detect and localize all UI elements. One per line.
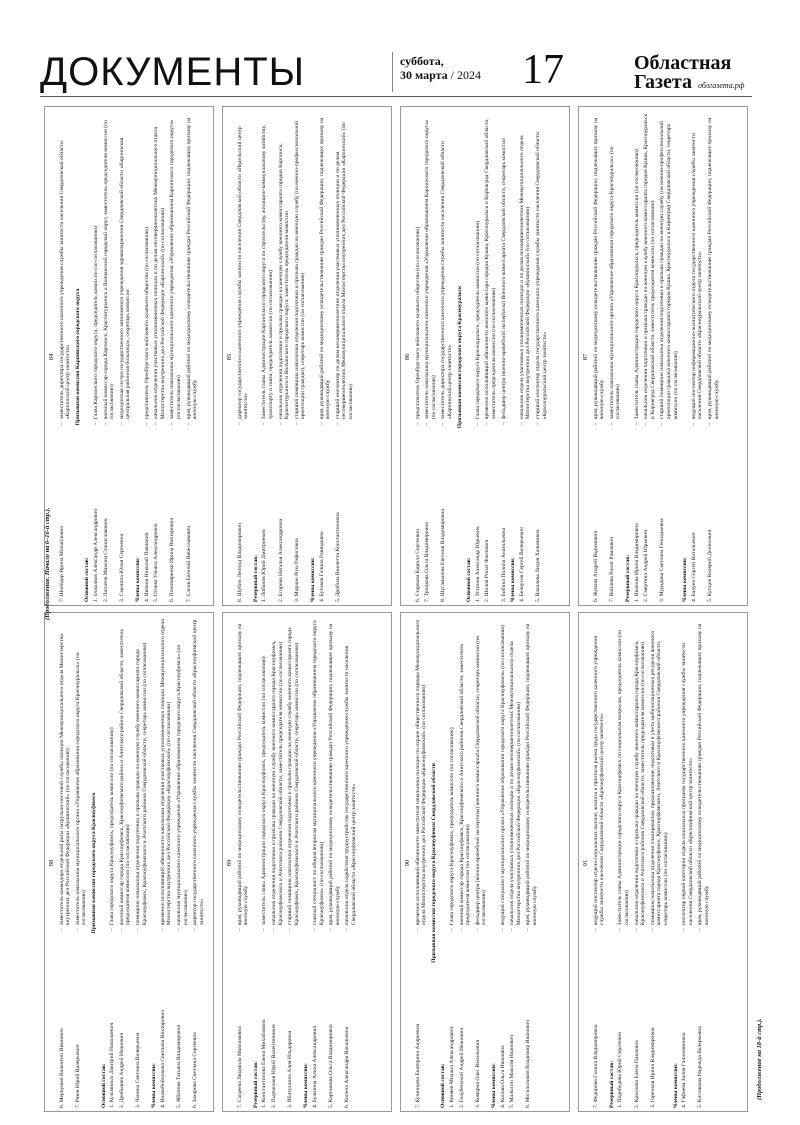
member-role: – Заместитель главы Администрации городского округа Красноуральск, председатель комиссии (по согласованию)	[634, 112, 641, 425]
member-role: – представитель Оренбургского войскового казачьего общества (по согласованию)	[144, 112, 151, 425]
member-name: 1. Устинов Александр Юрьевич	[474, 526, 481, 602]
issue-year: / 2024	[450, 68, 481, 82]
list-item	[109, 618, 116, 1108]
member-role: – начальник муниципального казенного учреждения «Управление образованием городского округа Красноуфимск» (по согласованию)	[176, 618, 189, 931]
list-item	[525, 618, 538, 1108]
document-column-90	[400, 612, 570, 1112]
list-item	[344, 618, 357, 1108]
member-name: 4. Волкобойникова Светлана Викторовна	[159, 1010, 166, 1108]
list-item	[192, 618, 205, 1108]
member-name: 5. Огнева Ульяна Александровна	[153, 523, 160, 602]
member-role: – Глава городского округа Красноуфимск, председатель комиссии (по согласованию)	[449, 618, 456, 931]
member-role: – старший инспектор отдела государственного казенного учреждения службы занятости населения Свердловской области «Красноуральский центр занятости»	[535, 112, 548, 425]
member-name: 2. Голубенский Андрей Иванович	[458, 1027, 465, 1108]
member-name: 3. Смолина Юлия Сергеевна	[118, 533, 125, 602]
column-number: 88	[48, 859, 55, 867]
logo-line-2: Газета	[634, 71, 692, 93]
member-role: – заместитель начальника муниципального казенного учреждения «Управление образованием Карпинского городского округа» (по согласованию)	[424, 112, 437, 425]
list-item	[186, 112, 199, 602]
member-name: 1. Кузьминых Дмитрий Николаевич	[109, 1022, 116, 1108]
member-role: – военный комиссар города Красноуфимск, Красноуфимского и Ачитского районов Свердловской области, заместитель председателя комиссии (по согласованию)	[459, 618, 472, 931]
member-name: 2. Краснова Елена Павловна	[633, 1040, 640, 1108]
list-item	[176, 618, 189, 1108]
member-role: – инспектор первой категории отдела социальных программ государственного казенного учреждения службы занятости населения Свердловской области «Красноуфимский центр занятости»	[681, 618, 694, 931]
masthead	[40, 47, 752, 96]
group-heading: Резервный состав:	[252, 1060, 259, 1108]
list-item	[475, 112, 482, 602]
column-number: 90	[404, 859, 411, 867]
group-heading: Резервный состав:	[252, 554, 259, 602]
list-item	[93, 112, 100, 602]
group-heading: Основной состав:	[100, 1063, 107, 1108]
member-name: 2. Пырченков Юрий Валентинович	[270, 1024, 277, 1108]
list-item	[415, 618, 428, 1108]
list-item	[593, 618, 606, 1108]
column-number: 87	[582, 353, 589, 361]
member-role: – начальник отдела содействия трудоустройству государственного казенного учреждения службы занятости населения Свердловской области «Красноуфимский центр занятости»	[344, 618, 357, 931]
continued-from-note: (Продолжение. Начало на 6–16-й стр.).	[44, 507, 51, 620]
member-name: 3. Горенков Ирина Владимировна	[649, 1027, 656, 1108]
list-item	[459, 618, 472, 1108]
list-item	[509, 618, 522, 1108]
member-role: – начальник отделения подготовки и призыва граждан на военную службу военного комиссариата города Красноуфимск, Красноуфимского и Ачитского районов Свердловской области, заместитель председателя комиссии (по согласованию)	[271, 618, 284, 931]
document-column-85	[222, 106, 392, 606]
member-role: – заместитель начальника муниципального органа «Управление образования городского округа Красноуральск» (по согласованию)	[75, 618, 88, 931]
newspaper-logo	[634, 54, 744, 95]
member-role: – начальник отделения подготовки и призыва граждан на военную службу военного комиссариата городов Карпинск, Краснотурьинск и Волчанского городского округа, заместитель председателя комиссии	[278, 112, 291, 425]
list-item	[617, 618, 630, 1108]
list-item	[328, 618, 341, 1108]
member-role: – врач, руководящий работой по медицинскому освидетельствованию граждан Российской Федерации, подлежащих призыву на военную службу	[186, 112, 199, 425]
member-name: 4. Копова Ольга Ивановна	[499, 1045, 506, 1108]
member-name: 4. Белоусов Сергей Валерьевич	[518, 527, 525, 602]
member-name: 1. Коняев Михаил Александрович	[448, 1026, 455, 1108]
member-role: – начальник отдела участковых уполномоченных полиции и по делам несовершеннолетних Межмуниципального отдела Министерства внутренних дел Российской Федерации «Красноуфимский» (по согласованию)	[509, 618, 522, 931]
list-item	[535, 112, 548, 602]
list-item	[707, 112, 720, 602]
logo-line-1: Областная	[634, 52, 732, 74]
issue-date-text: 30 марта	[400, 68, 448, 82]
document-column-84	[44, 106, 214, 606]
list-item	[593, 112, 606, 602]
member-role: – временно исполняющий обязанности военного комиссара городов Кушва, Красноуральск и Кировград Свердловской области, заместитель председателя комиссии (по согласованию)	[484, 112, 497, 425]
member-role: – медицинская сестра государственного автономного учреждения здравоохранения Свердловской области «Карпинская центральная районная больница», секретарь комиссии	[119, 112, 132, 425]
member-role: – военный комиссар города Красноуфимск, Красноуфимского района и Ачитского района Свердловской области, заместитель председателя комиссии (по согласованию)	[119, 618, 132, 931]
member-name: 7. Кучинцева Екатерина Андреевна	[414, 1023, 421, 1108]
member-name: 2. Шилов Ринат Фаизович	[484, 539, 491, 602]
member-role: – помощник начальника отделения подготовки и призыва граждан на военную службу военного комиссариата города Красноуфимск, Красноуфимского и Ачитского районов Свердловской области, секретарь комиссии (по согласованию)	[135, 618, 148, 931]
continued-to-note: (Продолжение на 18-й стр.).	[756, 1018, 763, 1100]
member-name: 1. Константинова Елена Михайловна	[261, 1019, 268, 1108]
commission-title: Призывная комиссия городского округа Красноуфимск Свердловской области	[430, 763, 437, 963]
list-item	[294, 112, 307, 602]
list-item	[287, 618, 300, 1108]
member-name: 2. Егорова Наталья Александровна	[277, 518, 284, 602]
list-item	[144, 112, 151, 602]
column-number: 91	[582, 859, 589, 867]
group-heading: Члены комиссии:	[672, 1063, 679, 1108]
member-role: – директор государственного казенного учреждения службы занятости населения Свердловской области «Ивдельский центр занятости»	[237, 112, 250, 425]
member-role: – военный комиссар города Карпинск, Краснотурьинск и Волчанский городской округ, заместитель председателя комиссии (по согласованию)	[103, 112, 116, 425]
member-role: – временно исполняющий обязанности заместителя начальника полиции по охране общественного порядка Межмуниципального отдела Министерства внутренних дел Российской Федерации «Красноуфимский» (по согласованию)	[415, 618, 428, 931]
column-number: 84	[48, 353, 55, 361]
section-title: ДОКУМЕНТЫ	[40, 50, 306, 94]
document-grid	[40, 106, 752, 1112]
member-name: 5. Дробиза Виолетта Константиновна	[334, 512, 341, 602]
list-item	[681, 618, 694, 1108]
member-role: – врач, руководящий работой по медицинскому освидетельствованию граждан Российской Федерации, подлежащих призыву на военную службу	[593, 112, 606, 425]
member-role: – начальник отделения участковых уполномоченных полиции и по делам несовершеннолетних Межмуниципального отдела Министерства внутренних дел Российской Федерации «Карпинский» (по согласованию)	[153, 112, 166, 425]
list-item	[319, 112, 332, 602]
document-column-89	[222, 612, 392, 1112]
member-name: 7. Шнейдер Ирина Михайловна	[58, 526, 65, 602]
member-role: – заместитель командира отдельной роты патрульно-постовой службы полиции Межмуниципального отдела Министерства внутренних дел Российской Федерации «Кушвинский» (по согласованию)	[59, 618, 72, 931]
member-role: – Заместитель главы Администрации городского округа Красноуфимск по социальным вопросам, председатель комиссии (по согласованию)	[617, 618, 630, 931]
member-role: – врач, руководящий работой по медицинскому освидетельствованию граждан Российской Федерации, подлежащих призыву на военную службу	[697, 618, 710, 931]
member-role: – представитель Оренбургского войскового казачьего общества (по согласованию)	[415, 112, 422, 425]
member-role: – врач, руководящий работой по медицинскому освидетельствованию граждан Российской Федерации, подлежащих призыву на военную службу	[707, 112, 720, 425]
member-name: 7. Рязев Юрий Валерьевич	[74, 1044, 81, 1108]
list-item	[312, 618, 325, 1108]
member-name: 6. Захарова Светлана Сергеевна	[192, 1032, 199, 1108]
member-role: – помощник начальника отделения планирования, предназначения, подготовки и учета мобилизационных ресурсов военного комиссариата города Красноуфимск, Красноуфимского, Ачитского и Красноуфимского районов Свердловской области, секретарь комиссии (по согласованию)	[650, 618, 670, 931]
list-item	[75, 618, 88, 1108]
list-item	[59, 112, 72, 602]
member-name: 6. Меркушев Валентин Иванович	[58, 1028, 65, 1108]
member-role: – заместитель директора государственного казенного учреждения службы занятости населения Свердловской области «Карпинский центр занятости»	[59, 112, 72, 425]
member-name: 3. Комаров Олег Васильевич	[474, 1039, 481, 1108]
list-item	[449, 618, 456, 1108]
group-heading: Члены комиссии:	[490, 1063, 497, 1108]
commission-title: Призывная комиссия городского округа Красноуфимск	[90, 792, 97, 934]
group-heading: Члены комиссии:	[303, 1063, 310, 1108]
member-role: – врач, руководящий работой по медицинскому освидетельствованию граждан Российской Федерации, подлежащих призыву на военную службу	[319, 112, 332, 425]
member-name: 1. Иванова Ирина Владимировна	[633, 523, 640, 602]
group-heading: Основной состав:	[466, 557, 473, 602]
list-item	[153, 112, 166, 602]
member-role: – заместитель начальника муниципального органа «Управление образования городского округа Красноуральск» (по согласованию)	[609, 112, 622, 425]
list-item	[634, 618, 647, 1108]
member-role: – временно исполняющий обязанности начальника отделения участковых уполномоченных полиции Межмуниципального отдела Министерства внутренних дел Российской Федерации «Красноуфимский» (по согласованию)	[160, 618, 173, 931]
member-name: 3. Мурадова Светлана Геннадьевна	[659, 518, 666, 602]
group-heading: Члены комиссии:	[309, 557, 316, 602]
member-role: – начальник отделения подготовки и призыва граждан на военную службу военного комиссариата города Красноуфимск, Красноуфимского и Ачитского районов Свердловской области, заместитель председателя комиссии (по согласованию)	[634, 618, 647, 931]
document-column-91	[578, 612, 748, 1112]
member-role: – фельдшер центра (военно-врачебной экспертизы) военного комиссариата Свердловской области, секретарь комиссии (по согласованию)	[475, 618, 488, 931]
member-role: – старший помощник начальника отделения подготовки и призыва граждан на военную службу военного комиссариата города Красноуфимск, Красноуфимского и Ачитского районов Свердловской области, секретарь комиссии (по согласованию)	[287, 618, 300, 931]
member-name: 7. Троцкова Ольга Владимировна	[424, 522, 431, 602]
member-name: 6. Жукова Андрей Вадимович	[592, 530, 599, 602]
member-name: 5. Карташова Ольга Владимировна	[328, 1024, 335, 1108]
member-name: 7. Войлова Ринат Рамзович	[608, 537, 615, 602]
list-item	[119, 618, 132, 1108]
member-name: 3. Бобина Полина Анатольевна	[500, 527, 507, 602]
page-number: 17	[522, 47, 564, 93]
member-role: – заместитель главы Администрации городского округа Красноуфимск, председатель комиссии (по согласованию)	[261, 618, 268, 931]
member-name: 2. Дробышев Андрей Иванович	[118, 1032, 125, 1108]
member-role: – ведущий специалист муниципального органа «Управление образования городского округа Красноуфимск» (по согласованию)	[500, 618, 507, 931]
column-number: 89	[226, 859, 233, 867]
member-name: 1. Лобанов Юрий Дмитриевич	[261, 529, 268, 602]
list-item	[261, 112, 274, 602]
member-name: 3. Ибатуллина Алия Ильдаровна	[287, 1030, 294, 1108]
member-role: – старший инспектор по делам несовершеннолетних отделения участковых уполномоченных полиции и по делам несовершеннолетних Межмуниципального отдела Министерства внутренних дел Российской Федерации «Карпинский» (по согласованию)	[335, 112, 355, 425]
member-name: 3. Чанина Светлана Валерьевна	[134, 1032, 141, 1108]
member-role: – врач, руководящий работой по медицинскому освидетельствованию граждан Российской Федерации, подлежащих призыву на военную службу	[328, 618, 341, 931]
list-item	[501, 112, 508, 602]
list-item	[237, 618, 250, 1108]
group-heading: Основной состав:	[440, 1063, 447, 1108]
member-role: – директор государственного казенного учреждения службы занятости населения Свердловской области «Красноуфимский центр занятости»	[192, 618, 205, 931]
list-item	[500, 618, 507, 1108]
list-item	[415, 112, 422, 602]
member-name: 6. Могильников Владимир Иванович	[525, 1019, 532, 1108]
member-name: 1. Осколков Александр Александрович	[92, 508, 99, 602]
member-name: 6. Пономаренко Ирина Викторовна	[169, 518, 176, 602]
column-number: 85	[226, 353, 233, 361]
member-name: 5. Купцов Валерий Денисович	[706, 529, 713, 602]
group-heading: Основной состав:	[84, 557, 91, 602]
member-name: 5. Вахалова Лидия Халимовна	[534, 529, 541, 602]
list-item	[237, 112, 250, 602]
member-name: 4. Иванов Николай Павлович	[143, 532, 150, 602]
list-item	[650, 618, 670, 1108]
group-heading: Резервный состав:	[624, 554, 631, 602]
member-role: – ведущий инспектор информационно-аналитического отдела государственного казенного учреждения службы занятости населения Свердловской области «Красноуральский центр занятости»	[691, 112, 704, 425]
list-item	[271, 618, 284, 1108]
member-name: 4. Бутаков Галина Рашидовна	[318, 531, 325, 602]
list-item	[278, 112, 291, 602]
masthead-divider	[392, 52, 393, 92]
list-item	[169, 112, 182, 602]
list-item	[424, 112, 437, 602]
member-name: 6. Старкова Кирилл Сергеевич	[414, 529, 421, 602]
member-name: 2. Липатов Максим Станиславович	[102, 518, 109, 602]
document-column-88	[44, 612, 214, 1112]
group-heading: Члены комиссии:	[510, 557, 517, 602]
list-item	[59, 618, 72, 1108]
member-role: – врач, руководящий работой по медицинскому освидетельствованию граждан Российской Федерации, подлежащих призыву на военную службу	[525, 618, 538, 931]
member-role: – Глава городского округа Красноуфимск, председатель комиссии (по согласованию)	[109, 618, 116, 931]
member-role: – начальник отдела участковых уполномоченных полиции и по делам несовершеннолетних Межмуниципального отдела Министерства внутренних дел Российской Федерации «Кушвинский» (по согласованию)	[519, 112, 532, 425]
list-item	[634, 112, 641, 602]
member-role: – ведущий инспектор отдела социальных выплат, анализа и прогноза рынка труда государственного казенного учреждения службы занятости населения Свердловской области «Красноуфимский центр занятости»	[593, 618, 606, 931]
list-item	[609, 112, 622, 602]
list-item	[697, 618, 710, 1108]
member-name: 4. Балуев Сергей Витальевич	[690, 532, 697, 602]
member-name: 8. Шугаманова Евгения Владимировна	[440, 509, 447, 602]
group-heading: Члены комиссии:	[682, 557, 689, 602]
list-item	[691, 112, 704, 602]
member-role: – заместитель начальника муниципального казенного учреждения «Управление образованием Карпинского городского округа» (по согласованию)	[169, 112, 182, 425]
member-role: – Заместитель главы Администрации Карпинского городского округа по строительству, жилищно-коммунальному хозяйству, транспорту и связи, председатель комиссии (по согласованию)	[261, 112, 274, 425]
list-item	[519, 112, 532, 602]
member-role: – главный специалист по общим вопросам муниципального казенного учреждения «Управление образованием городского округа Красноуфимск» (по согласованию)	[312, 618, 325, 931]
member-name: 7. Сапов Евгений Вячеславович	[185, 525, 192, 602]
issue-date	[400, 54, 481, 82]
document-column-87	[578, 106, 748, 606]
document-column-86	[400, 106, 570, 606]
member-role: – старший помощник начальника отделения подготовки и призыва граждан на военную службу (по военно-профессиональной ориентации граждан), секретарь комиссии (по согласованию)	[294, 112, 307, 425]
member-name: 4. Бульчина Алина Александровна	[311, 1026, 318, 1108]
member-name: 4. Гафиева Залия Галимзяновна	[681, 1032, 688, 1108]
member-role: – начальник отделения подготовки и призыва граждан на военную службу военного комиссариата городов Кушва, Красноуральск и Кировград Свердловской области, заместитель председателя комиссии (по согласованию)	[643, 112, 656, 425]
list-item	[119, 112, 132, 602]
member-name: 5. Малыгин Максим Иванович	[509, 1034, 516, 1108]
member-name: 3. Мирное Роза Рафисовна	[293, 538, 300, 602]
commission-title: Призывная комиссия Карпинского городского округа	[74, 288, 81, 426]
logo-site: облгазета.рф	[697, 81, 745, 90]
member-role: – старший помощник начальника отделения подготовки и призыва граждан на военную службу (по военно-профессиональной ориентации граждан) военного комиссариата городов Кушва, Красноуральск и Кировград Свердловской области, секретарь комиссии (по согласованию)	[659, 112, 679, 425]
group-heading: Резервный состав:	[608, 1060, 615, 1108]
member-role: – Глава Карпинского городского округа, председатель комиссии (по согласованию)	[93, 112, 100, 425]
list-item	[484, 112, 497, 602]
group-heading: Члены комиссии:	[151, 1063, 158, 1108]
member-name: 7. Федорова Галина Владимировна	[592, 1024, 599, 1108]
member-role: – Глава городского округа Красноуральск, председатель комиссии (по согласованию)	[475, 112, 482, 425]
member-name: 5. Жбанова Татьяна Владимировна	[175, 1024, 182, 1108]
member-name: 2. Смертина Андрей Юрьевич	[643, 530, 650, 602]
masthead-rule	[40, 96, 752, 97]
list-item	[135, 618, 148, 1108]
list-item	[643, 112, 656, 602]
list-item	[659, 112, 679, 602]
column-number: 86	[404, 353, 411, 361]
member-name: 5. Кислякова Надежда Валерьевна	[697, 1026, 704, 1108]
member-name: 6. Копена Александра Васильевна	[344, 1026, 351, 1108]
commission-title: Призывная комиссия городского округа Красноуральск	[456, 285, 463, 429]
list-item	[160, 618, 173, 1108]
list-item	[103, 112, 116, 602]
member-name: 1. Подобедова Юрий Сергеевич	[617, 1032, 624, 1108]
list-item	[440, 112, 453, 602]
member-role: – врач, руководящий работой по медицинскому освидетельствованию граждан Российской Федерации, подлежащих призыву на военную службу	[237, 618, 250, 931]
list-item	[335, 112, 355, 602]
member-role: – заместитель директора государственного казенного учреждения службы занятости населения Свердловской области «Карпинский центр занятости»	[440, 112, 453, 425]
member-name: 8. Шубин Леонид Владимирович	[236, 523, 243, 602]
list-item	[261, 618, 268, 1108]
group-heading: Члены комиссии:	[134, 557, 141, 602]
issue-day: суббота,	[400, 54, 444, 68]
member-role: – фельдшер центра (военно-врачебной экспертизы) Военного комиссариата Свердловской области, секретарь комиссии	[501, 112, 508, 425]
member-name: 7. Сагдеева Людмила Максимовна	[236, 1026, 243, 1108]
list-item	[475, 618, 488, 1108]
